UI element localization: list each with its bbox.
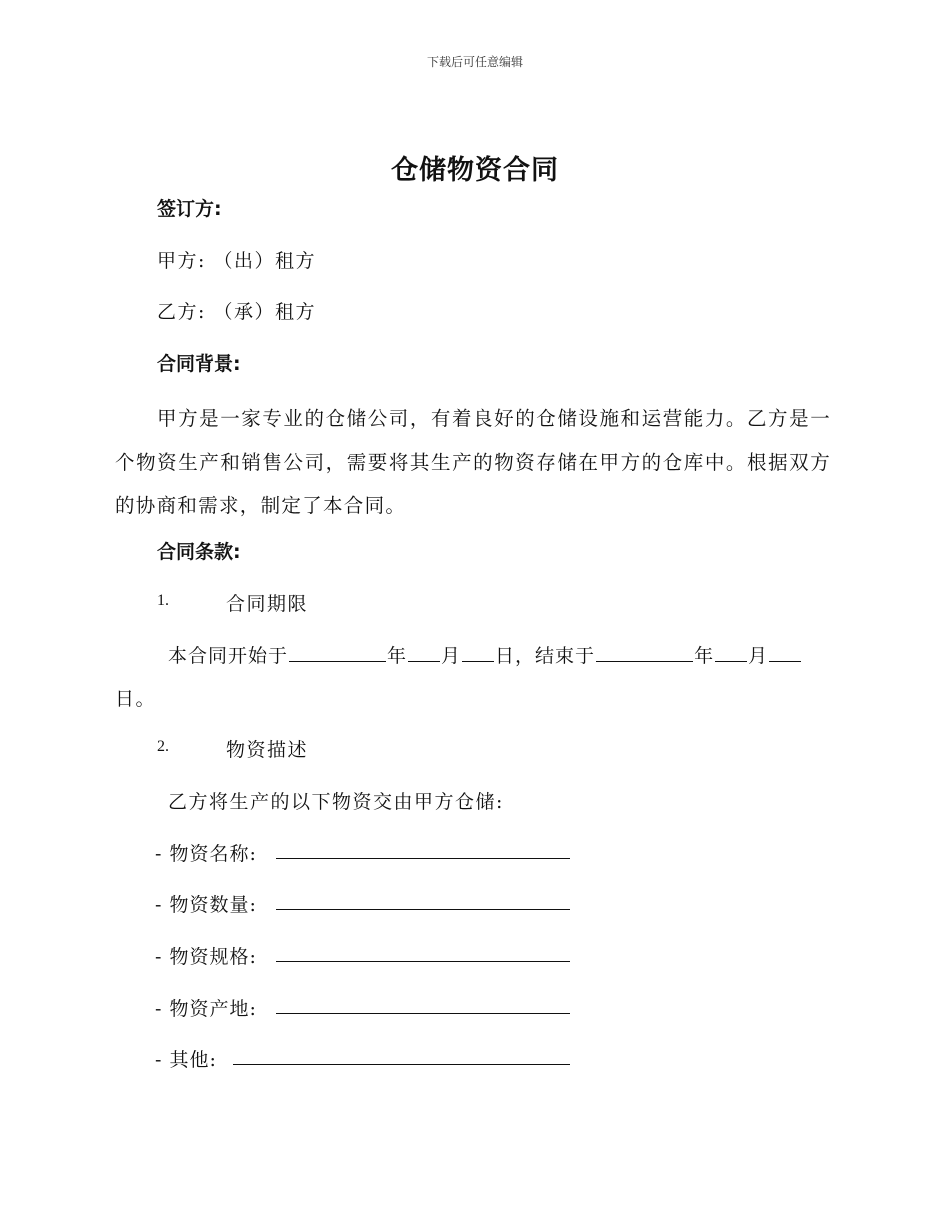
- materials-intro: 乙方将生产的以下物资交由甲方仓储:: [168, 791, 504, 813]
- month-text-2: 月: [748, 645, 769, 667]
- end-day-blank[interactable]: [769, 641, 801, 662]
- material-other-blank[interactable]: [233, 1064, 570, 1065]
- start-month-blank[interactable]: [408, 641, 440, 662]
- year-text-2: 年: [694, 645, 715, 667]
- term-dates-line: [168, 641, 802, 668]
- material-origin-label: - 物资产地:: [155, 998, 257, 1020]
- material-spec-label: - 物资规格:: [155, 946, 257, 968]
- year-text: 年: [387, 645, 408, 667]
- item-2-number: 2.: [157, 738, 169, 755]
- material-origin-blank[interactable]: [276, 1013, 570, 1014]
- material-other-label: - 其他:: [155, 1049, 217, 1071]
- start-year-blank[interactable]: [289, 641, 386, 662]
- month-text: 月: [441, 645, 462, 667]
- item-1-label: 合同期限: [226, 593, 309, 615]
- term-dates-end: 日。: [115, 688, 157, 710]
- material-name-blank[interactable]: [276, 858, 570, 859]
- material-quantity-label: - 物资数量:: [155, 894, 257, 916]
- item-1-number: 1.: [157, 592, 169, 609]
- party-a-line: 甲方: （出）租方: [157, 250, 316, 272]
- background-paragraph: 甲方是一家专业的仓储公司，有着良好的仓储设施和运营能力。乙方是一个物资生产和销售公司，需要将其生产的物资存储在甲方的仓库中。根据双方的协商和需求，制定了本合同。: [115, 407, 831, 517]
- background-heading: 合同背景:: [157, 353, 241, 375]
- end-year-blank[interactable]: [596, 641, 693, 662]
- party-b-line: 乙方: （承）租方: [157, 301, 316, 323]
- material-spec-blank[interactable]: [276, 961, 570, 962]
- start-day-blank[interactable]: [462, 641, 494, 662]
- parties-heading: 签订方:: [157, 198, 222, 220]
- material-name-label: - 物资名称:: [155, 843, 257, 865]
- material-quantity-blank[interactable]: [276, 909, 570, 910]
- document-title: 仓储物资合同: [391, 155, 559, 186]
- item-2-label: 物资描述: [226, 739, 309, 761]
- end-month-blank[interactable]: [715, 641, 747, 662]
- term-start-text: 本合同开始于: [168, 645, 289, 667]
- header-note: 下载后可任意编辑: [426, 55, 523, 69]
- end-text: 日，结束于: [495, 645, 596, 667]
- terms-heading: 合同条款:: [157, 541, 241, 563]
